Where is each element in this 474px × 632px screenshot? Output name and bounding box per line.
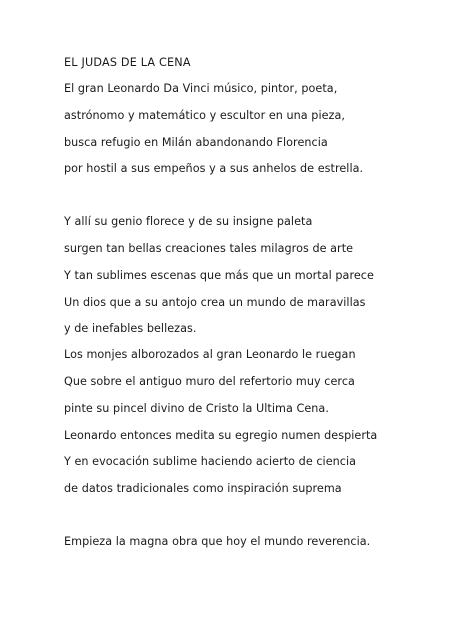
poem-title: EL JUDAS DE LA CENA [64, 56, 191, 69]
poem-line: Empieza la magna obra que hoy el mundo reverencia. [64, 535, 371, 548]
poem-line: Un dios que a su antojo crea un mundo de maravillas [64, 296, 366, 309]
poem-line: Y allí su genio florece y de su insigne paleta [64, 215, 313, 228]
poem-line: Los monjes alborozados al gran Leonardo le ruegan [64, 348, 356, 361]
poem-line: Leonardo entonces medita su egregio numen despierta [64, 429, 378, 442]
poem-line: El gran Leonardo Da Vinci músico, pintor, poeta, [64, 82, 338, 95]
poem-line: astrónomo y matemático y escultor en una pieza, [64, 109, 345, 122]
poem-line: de datos tradicionales como inspiración suprema [64, 482, 342, 495]
poem-line: surgen tan bellas creaciones tales milagros de arte [64, 242, 354, 255]
poem-line: busca refugio en Milán abandonando Florencia [64, 136, 328, 149]
poem-line: Que sobre el antiguo muro del refertorio muy cerca [64, 375, 355, 388]
poem-line: pinte su pincel divino de Cristo la Ultima Cena. [64, 402, 329, 415]
poem-line: y de inefables bellezas. [64, 322, 197, 335]
poem-line: Y en evocación sublime haciendo acierto de ciencia [64, 455, 357, 468]
poem-line: por hostil a sus empeños y a sus anhelos de estrella. [64, 162, 364, 175]
poem-line: Y tan sublimes escenas que más que un mortal parece [64, 269, 374, 282]
